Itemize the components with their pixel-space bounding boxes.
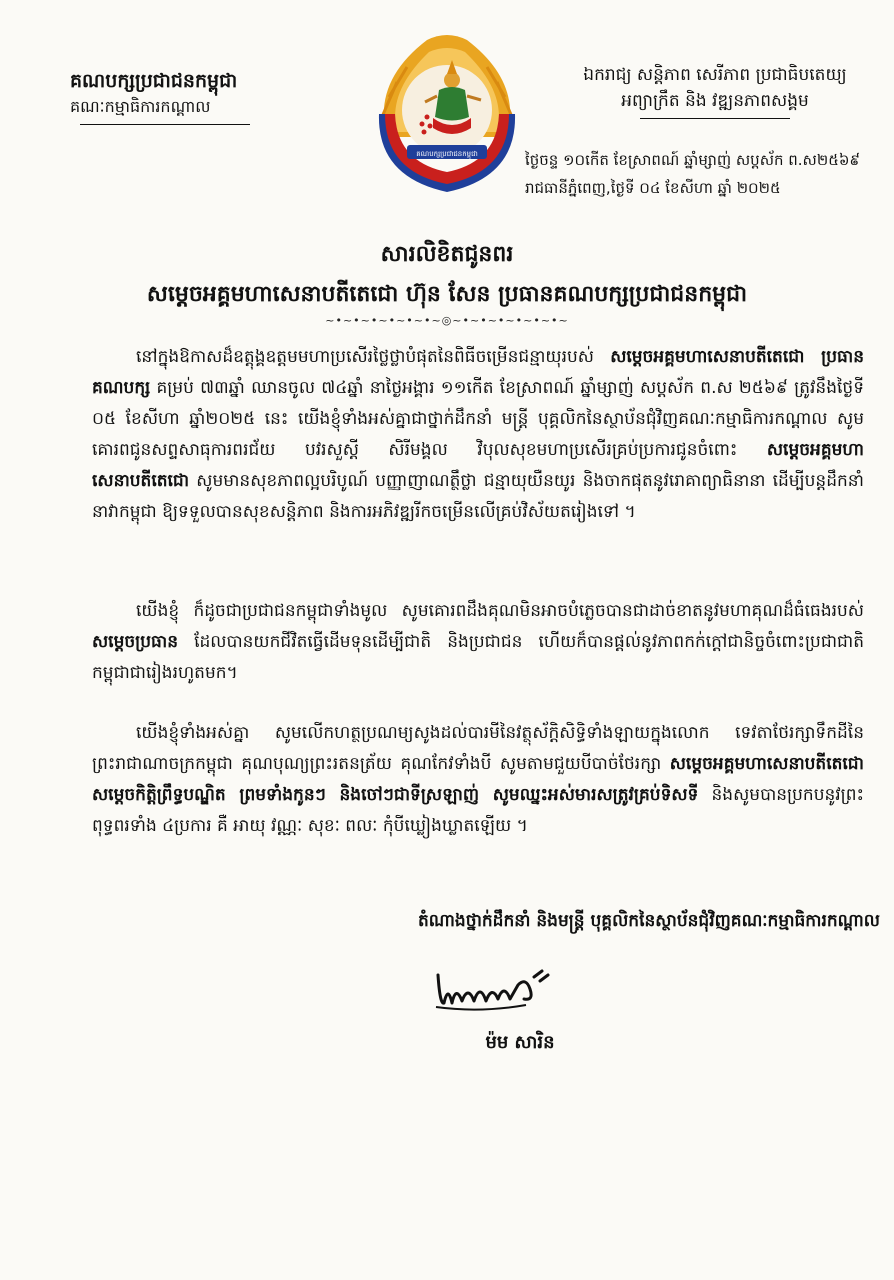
paragraph-3: យើងខ្ញុំទាំងអស់គ្នា សូមលើកហត្ថប្រណម្យសូងដល់បារមីនៃវត្ថុស័ក្តិសិទ្ធិទាំងឡាយក្នុងលោក ទេវតាថែរក្សាទឹកដីនៃព្រះរាជាណាចក្រកម្ពុជា គុណបុណ្យព្រះរតនត្រ័យ គុណកែវទាំងបី សូមតាមជួយបីបាច់ថែរក្សា សម្តេចអគ្គមហាសេនាបតីតេជោ សម្តេចកិត្តិព្រឹទ្ធបណ្ឌិត ព្រមទាំងកូនៗ និងចៅៗជាទីស្រឡាញ់ សូមឈ្នះអស់មារសត្រូវគ្រប់ទិសទី និងសូមបានប្រកបនូវព្រះពុទ្ធពរទាំង ៤ប្រការ គឺ អាយុ វណ្ណៈ សុខៈ ពលៈ កុំបីឃ្លៀងឃ្លាតឡើយ ។ (92, 723, 864, 836)
party-name: គណបក្សប្រជាជនកម្ពុជា (70, 70, 238, 92)
letter-title: សារលិខិតជូនពរ (380, 242, 514, 267)
header-underline (80, 124, 250, 125)
cpp-deva-logo-icon (367, 22, 527, 202)
committee-name: គណៈកម្មាធិការកណ្តាល (70, 97, 211, 116)
header-right (555, 62, 875, 119)
paragraph-2: យើងខ្ញុំ ក៏ដូចជាប្រជាជនកម្ពុជាទាំងមូល សូមគោរពដឹងគុណមិនអាចបំភ្លេចបានជាដាច់ខាតនូវមហាគុណដ៏ធំធេងរបស់ សម្តេចប្រធាន ដែលបានយកជីវិតធ្វើដើមទុនដើម្បីជាតិ និងប្រជាជន ហើយក៏បានផ្តល់នូវភាពកក់ក្តៅជានិច្ចចំពោះប្រជាជាតិកម្ពុជាជារៀងរហូតមក។ (92, 601, 864, 683)
header-left (70, 68, 300, 125)
title-ornament: ~•~•~•~•~•~•~◎~•~•~•~•~•~•~ (325, 314, 569, 327)
closing-line: តំណាងថ្នាក់ដឹកនាំ និងមន្ត្រី បុគ្គលិកនៃស្ថាប័នជុំវិញគណៈកម្មាធិការកណ្តាល (417, 911, 880, 931)
kingdom-motto-line1: ឯករាជ្យ សន្តិភាព សេរីភាព ប្រជាធិបតេយ្យ (583, 65, 847, 85)
kingdom-motto-line2: អព្យាក្រឹត និង វឌ្ឍនភាពសង្គម (621, 91, 809, 111)
solar-date: រាជធានីភ្នំពេញ,ថ្ងៃទី ០៤ ខែសីហា ឆ្នាំ ២០២៥ (525, 179, 781, 197)
motto-underline (640, 118, 790, 119)
paragraph-1: នៅក្នុងឱកាសដ៏ឧត្តុង្គឧត្តមមហាប្រសើរថ្លៃថ្លាបំផុតនៃពិធីចម្រើនជន្មាយុរបស់ សម្តេចអគ្គមហាសេនាបតីតេជោ ប្រធានគណបក្ស គម្រប់ ៧៣ឆ្នាំ ឈានចូល ៧៤ឆ្នាំ នាថ្ងៃអង្គារ ១១កើត ខែស្រាពណ៍ ឆ្នាំម្សាញ់ សប្តស័ក ព.ស ២៥៦៩ ត្រូវនឹងថ្ងៃទី ០៥ ខែសីហា ឆ្នាំ២០២៥ នេះ យើងខ្ញុំទាំងអស់គ្នាជាថ្នាក់ដឹកនាំ មន្ត្រី បុគ្គលិកនៃស្ថាប័នជុំវិញគណៈកម្មាធិការកណ្តាល សូមគោរពជូនសព្ទសាធុការពរជ័យ បវរសួស្តី សិរីមង្គល វិបុលសុខមហាប្រសើរគ្រប់ប្រការជូនចំពោះ សម្តេចអគ្គមហាសេនាបតីតេជោ សូមមានសុខភាពល្អបរិបូណ៍ បញ្ញាញាណត្ថឹថ្លា ជន្មាយុយឺនយូរ និងចាកផុតនូវរោគាព្យាធិនានា ដើម្បីបន្តដឹកនាំនាវាកម្ពុជា ឱ្យទទួលបានសុខសន្តិភាព និងការអភិវឌ្ឍរីកចម្រើនលើគ្រប់វិស័យតរៀងទៅ ។ (92, 347, 864, 522)
handwritten-signature-icon (430, 955, 570, 1025)
logo-banner-text: គណបក្សប្រជាជនកម្ពុជា (416, 150, 478, 158)
signer-name: ម៉ម សារិន (485, 1032, 555, 1053)
lunar-date: ថ្ងៃចន្ទ ១០កើត ខែស្រាពណ៍ ឆ្នាំម្សាញ់ សប្តស័ក ព.ស២៥៦៩ (525, 151, 861, 169)
date-block (525, 146, 875, 202)
letter-subtitle: សម្តេចអគ្គមហាសេនាបតីតេជោ ហ៊ុន សែន ប្រធានគណបក្សប្រជាជនកម្ពុជា (146, 282, 748, 307)
